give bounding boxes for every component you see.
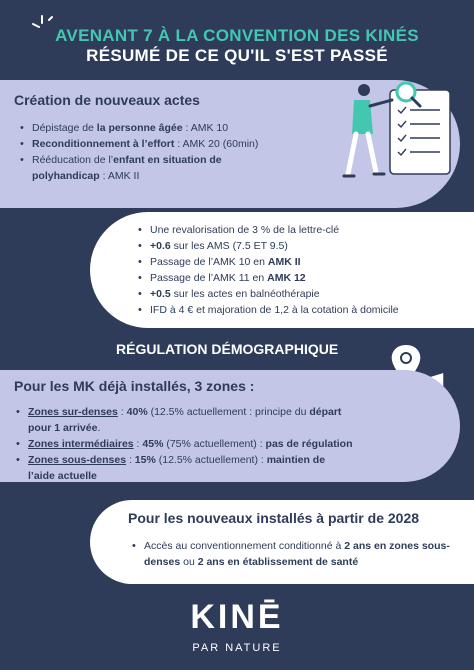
- list-item: • Passage de l’AMK 11 en AMK 12: [136, 270, 472, 286]
- list-item: • Reconditionnement à l’effort : AMK 20 (60min): [18, 136, 288, 152]
- list-item: • Zones sur-denses : 40% (12.5% actuellement : principe du départ pour 1 arrivée.: [14, 404, 354, 436]
- section-new-acts-panel: [0, 80, 460, 208]
- list-item: • +0.5 sur les actes en balnéothérapie: [136, 286, 472, 302]
- header-line-2: RÉSUMÉ DE CE QU'IL S'EST PASSÉ: [86, 46, 388, 65]
- regulation-subtitle: Pour les MK déjà installés, 3 zones :: [14, 378, 255, 394]
- new-installs-title: Pour les nouveaux installés à partir de 2028: [128, 510, 420, 526]
- revalorisation-panel: [90, 212, 474, 328]
- list-item: • Accès au conventionnement conditionné à 2 ans en zones sous-denses ou 2 ans en établissement de santé: [130, 538, 466, 570]
- list-item: • Rééducation de l’enfant en situation de polyhandicap : AMK II: [18, 152, 288, 184]
- list-item: • IFD à 4 € et majoration de 1,2 à la cotation à domicile: [136, 302, 472, 318]
- zones-list: [14, 404, 354, 484]
- brand-logo: KINĒ: [190, 598, 284, 636]
- checklist-person-illustration: [340, 76, 458, 198]
- regulation-panel: [0, 370, 460, 482]
- list-item: • Zones intermédiaires : 45% (75% actuellement) : pas de régulation: [14, 436, 354, 452]
- new-installs-panel: [90, 500, 474, 584]
- revalorisation-list: [136, 222, 472, 318]
- list-item: • Zones sous-denses : 15% (12.5% actuellement) : maintien de l’aide actuelle: [14, 452, 354, 484]
- list-item: • Dépistage de la personne âgée : AMK 10: [18, 120, 288, 136]
- header-line-1: AVENANT 7 À LA CONVENTION DES KINÉS: [55, 26, 419, 45]
- section-new-acts-title: Création de nouveaux actes: [14, 92, 200, 108]
- brand-tagline: PAR NATURE: [192, 642, 282, 654]
- new-installs-list: [130, 538, 466, 570]
- new-acts-list: [18, 120, 288, 184]
- list-item: • +0.6 sur les AMS (7.5 ET 9.5): [136, 238, 472, 254]
- list-item: • Passage de l’AMK 10 en AMK II: [136, 254, 472, 270]
- regulation-title: RÉGULATION DÉMOGRAPHIQUE: [116, 341, 339, 357]
- list-item: • Une revalorisation de 3 % de la lettre-clé: [136, 222, 472, 238]
